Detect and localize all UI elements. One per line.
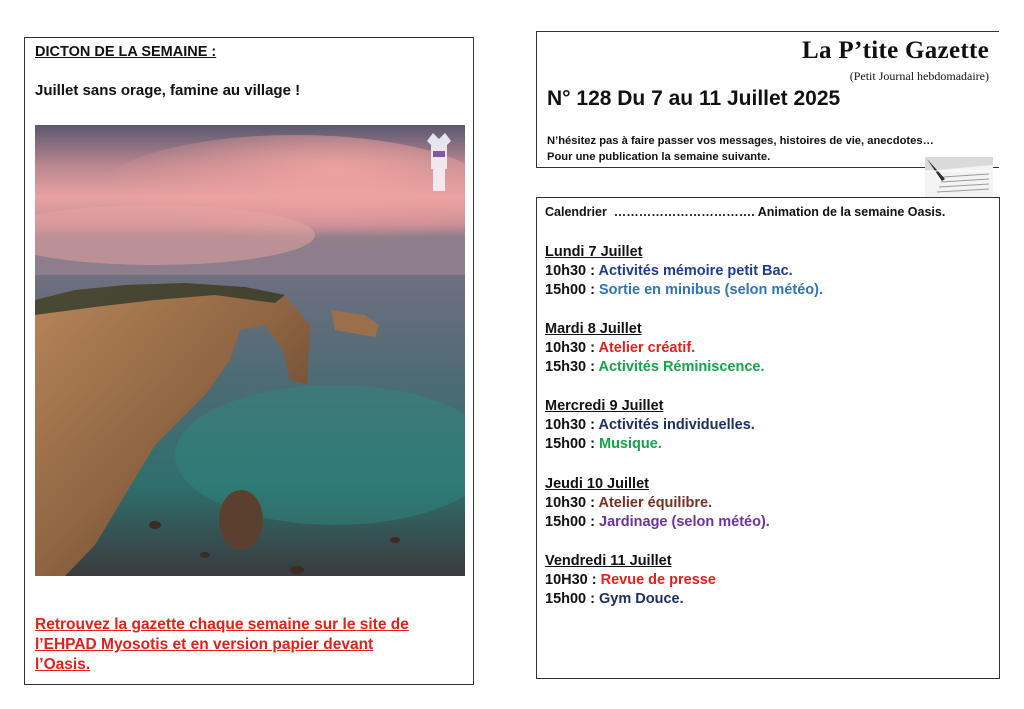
event-activity: Activités Réminiscence. <box>598 359 765 375</box>
event-time: 10h30 : <box>545 263 599 279</box>
event-line <box>545 339 765 358</box>
event-line <box>545 494 770 513</box>
message-line: N’hésitez pas à faire passer vos messages, histoires de vie, anecdotes… <box>547 135 934 147</box>
event-activity: Jardinage (selon météo). <box>599 514 770 530</box>
event-activity: Revue de presse <box>600 572 716 588</box>
event-activity: Atelier équilibre. <box>598 495 713 511</box>
dicton-panel <box>24 37 474 685</box>
day-title: Lundi 7 Juillet <box>545 244 643 260</box>
weekly-calendar <box>536 197 1000 679</box>
gazette-subtitle: (Petit Journal hebdomadaire) <box>849 69 989 83</box>
day-block-mercredi <box>545 397 755 454</box>
event-line <box>545 571 716 590</box>
footer-line: Retrouvez la gazette chaque semaine sur le site de <box>35 616 409 633</box>
footer-line: l’EHPAD Myosotis et en version papier devant <box>35 636 374 653</box>
event-activity: Musique. <box>599 436 662 452</box>
dicton-title: DICTON DE LA SEMAINE : <box>35 44 217 60</box>
day-block-mardi <box>545 320 765 377</box>
event-time: 15h00 : <box>545 436 599 452</box>
event-time: 15h00 : <box>545 282 599 298</box>
event-line <box>545 590 716 609</box>
calendar-header: Calendrier ……………………………. Animation de la semaine Oasis. <box>545 205 946 219</box>
event-activity: Activités individuelles. <box>598 417 755 433</box>
event-line <box>545 262 823 281</box>
event-activity: Activités mémoire petit Bac. <box>598 263 793 279</box>
day-title: Mardi 8 Juillet <box>545 321 642 337</box>
event-time: 10h30 : <box>545 340 599 356</box>
event-time: 15h30 : <box>545 359 599 375</box>
event-line <box>545 513 770 532</box>
day-title: Vendredi 11 Juillet <box>545 553 672 569</box>
gazette-title: La P’tite Gazette <box>802 37 989 64</box>
event-activity: Sortie en minibus (selon météo). <box>599 282 823 298</box>
pen-writing-image <box>925 157 993 199</box>
footer-line: l’Oasis. <box>35 656 91 673</box>
message-line: Pour une publication la semaine suivante. <box>547 151 771 163</box>
day-title: Mercredi 9 Juillet <box>545 398 664 414</box>
event-time: 10H30 : <box>545 572 601 588</box>
event-line <box>545 435 755 454</box>
day-block-lundi <box>545 243 823 300</box>
day-block-jeudi <box>545 475 770 532</box>
event-time: 15h00 : <box>545 591 599 607</box>
event-line <box>545 358 765 377</box>
coastal-arch-photo <box>35 125 465 576</box>
event-line <box>545 281 823 300</box>
event-activity: Atelier créatif. <box>598 340 696 356</box>
event-time: 10h30 : <box>545 417 599 433</box>
dicton-text: Juillet sans orage, famine au village ! <box>35 82 301 99</box>
event-activity: Gym Douce. <box>599 591 684 607</box>
day-block-vendredi <box>545 552 716 609</box>
event-time: 15h00 : <box>545 514 599 530</box>
issue-number: N° 128 Du 7 au 11 Juillet 2025 <box>547 87 841 110</box>
gazette-header <box>536 31 999 168</box>
gazette-availability-note <box>35 615 455 675</box>
event-time: 10h30 : <box>545 495 599 511</box>
day-title: Jeudi 10 Juillet <box>545 476 649 492</box>
event-line <box>545 416 755 435</box>
